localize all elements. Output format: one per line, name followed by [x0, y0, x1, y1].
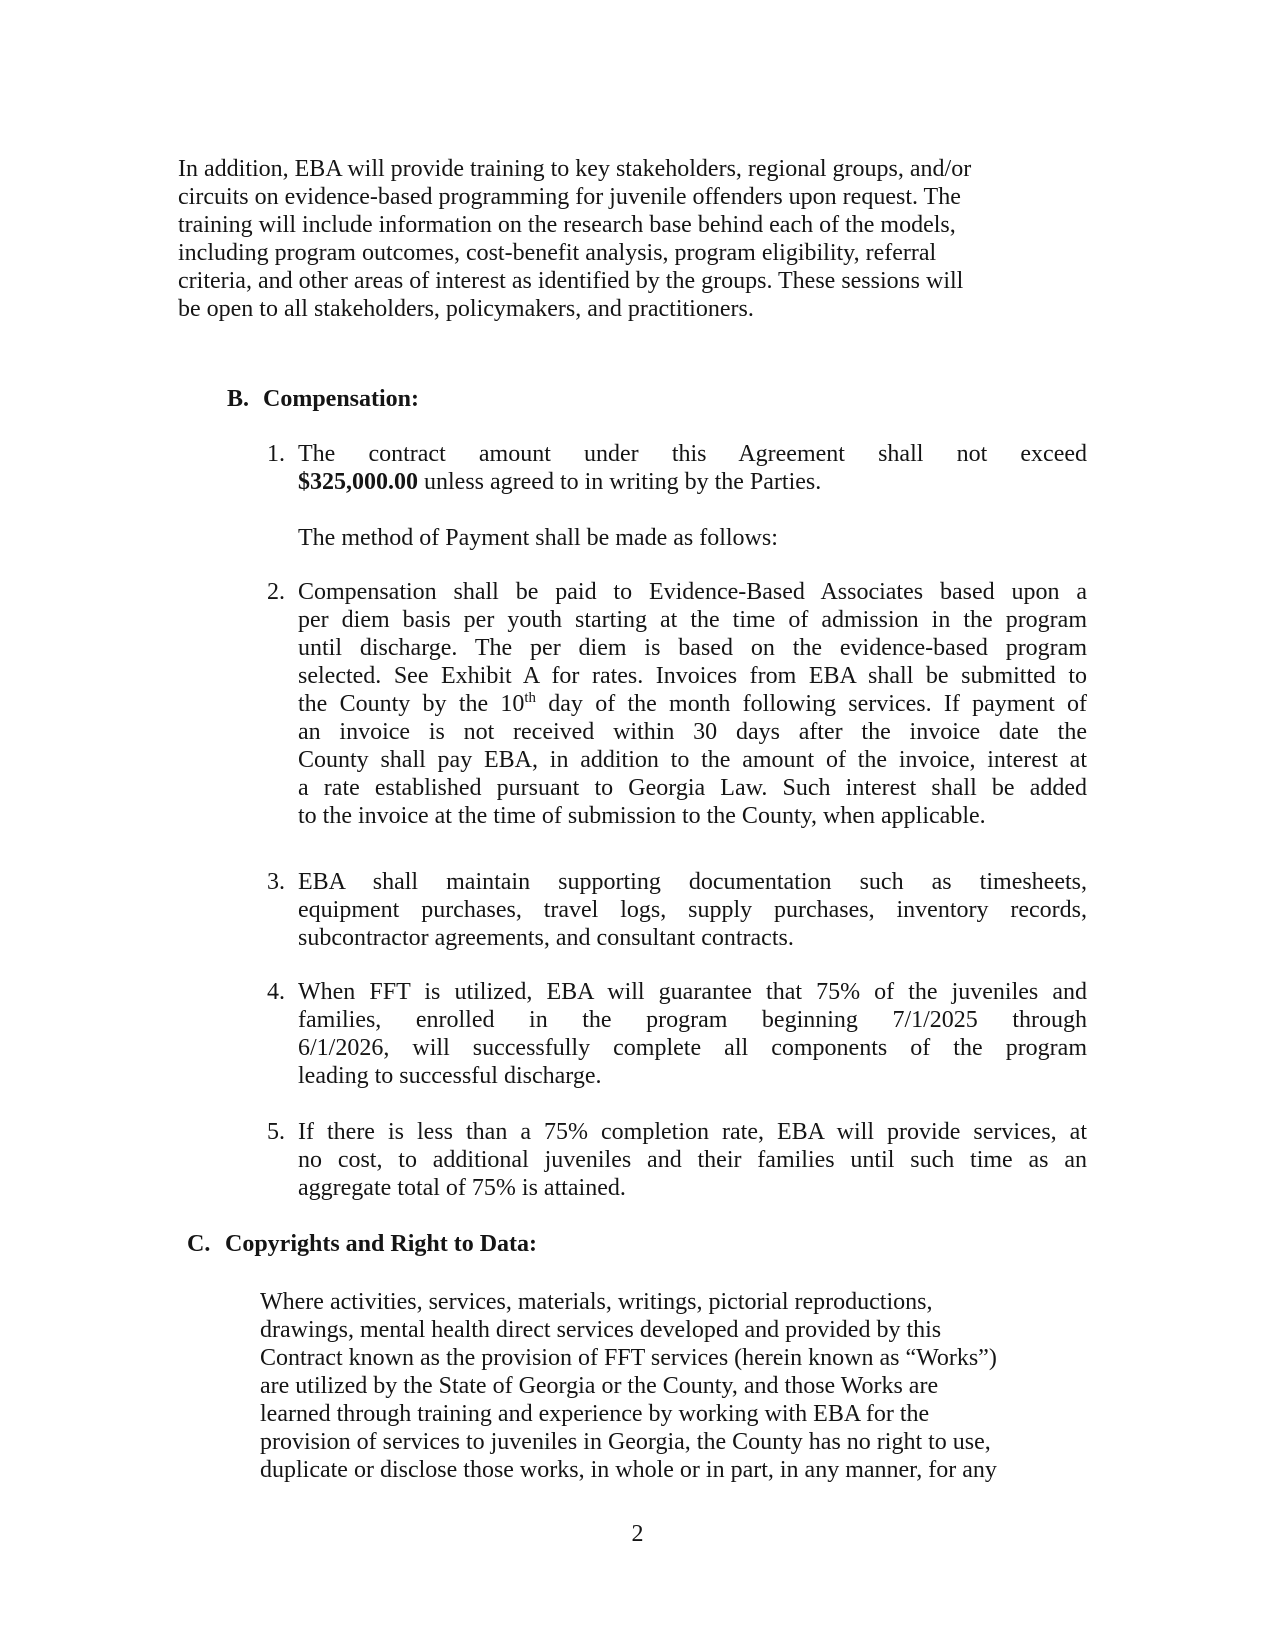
section-c-label: C. [187, 1231, 211, 1257]
section-b-title: Compensation: [263, 386, 420, 412]
section-c-title: Copyrights and Right to Data: [225, 1231, 538, 1257]
section-b-heading [227, 385, 1275, 413]
section-c-heading [187, 1230, 1275, 1258]
list-item-1-number: 1. [267, 441, 285, 467]
list-item-4-number: 4. [267, 979, 285, 1005]
list-item-1 [267, 440, 1275, 496]
list-item-5 [267, 1118, 1275, 1202]
list-item-3-text: EBA shall maintain supporting documentation such as timesheets, equipment purchases, travel logs, supply purchases, inventory records, subcontractor agreements, and consultant contracts. [298, 869, 1087, 951]
method-of-payment-line: The method of Payment shall be made as follows: [298, 525, 778, 551]
list-item-4-text: When FFT is utilized, EBA will guarantee that 75% of the juveniles and families, enrolled in the program beginning 7/1/2025 through 6/1/2026, will successfully complete all components of the program leading to successful discharge. [298, 979, 1087, 1089]
section-b-label: B. [227, 386, 250, 412]
list-item-2-text: Compensation shall be paid to Evidence-Based Associates based upon a per diem basis per youth starting at the time of admission in the program until discharge. The per diem is based on the evidence-based program selected. See Exhibit A for rates. Invoices from EBA shall be submitted to the County by the 10th day of the month following services. If payment of an invoice is not received within 30 days after the invoice date the County shall pay EBA, in addition to the amount of the invoice, interest at a rate established pursuant to Georgia Law. Such interest shall be added to the invoice at the time of submission to the County, when applicable. [298, 579, 1087, 829]
list-item-3-number: 3. [267, 869, 285, 895]
list-item-1-text: The contract amount under this Agreement shall not exceed $325,000.00 unless agreed to in writing by the Parties. [298, 441, 1087, 495]
list-item-2 [267, 578, 1275, 830]
list-item-4 [267, 978, 1275, 1090]
intro-paragraph: In addition, EBA will provide training to key stakeholders, regional groups, and/or circuits on evidence-based programming for juvenile offenders upon request. The training will include information on the research base behind each of the models, including program outcomes, cost-benefit analysis, program eligibility, referral criteria, and other areas of interest as identified by the groups. These sessions will be open to all stakeholders, policymakers, and practitioners. [178, 156, 972, 322]
page-number: 2 [631, 1521, 644, 1547]
section-c-paragraph: Where activities, services, materials, writings, pictorial reproductions, drawings, mental health direct services developed and provided by this Contract known as the provision of FFT services (herein known as “Works”) are utilized by the State of Georgia or the County, and those Works are learned through training and experience by working with EBA for the provision of services to juveniles in Georgia, the County has no right to use, duplicate or disclose those works, in whole or in part, in any manner, for any [260, 1289, 997, 1483]
list-item-5-text: If there is less than a 75% completion rate, EBA will provide services, at no cost, to additional juveniles and their families until such time as an aggregate total of 75% is attained. [298, 1119, 1087, 1201]
list-item-2-number: 2. [267, 579, 285, 605]
list-item-5-number: 5. [267, 1119, 285, 1145]
list-item-3 [267, 868, 1275, 952]
